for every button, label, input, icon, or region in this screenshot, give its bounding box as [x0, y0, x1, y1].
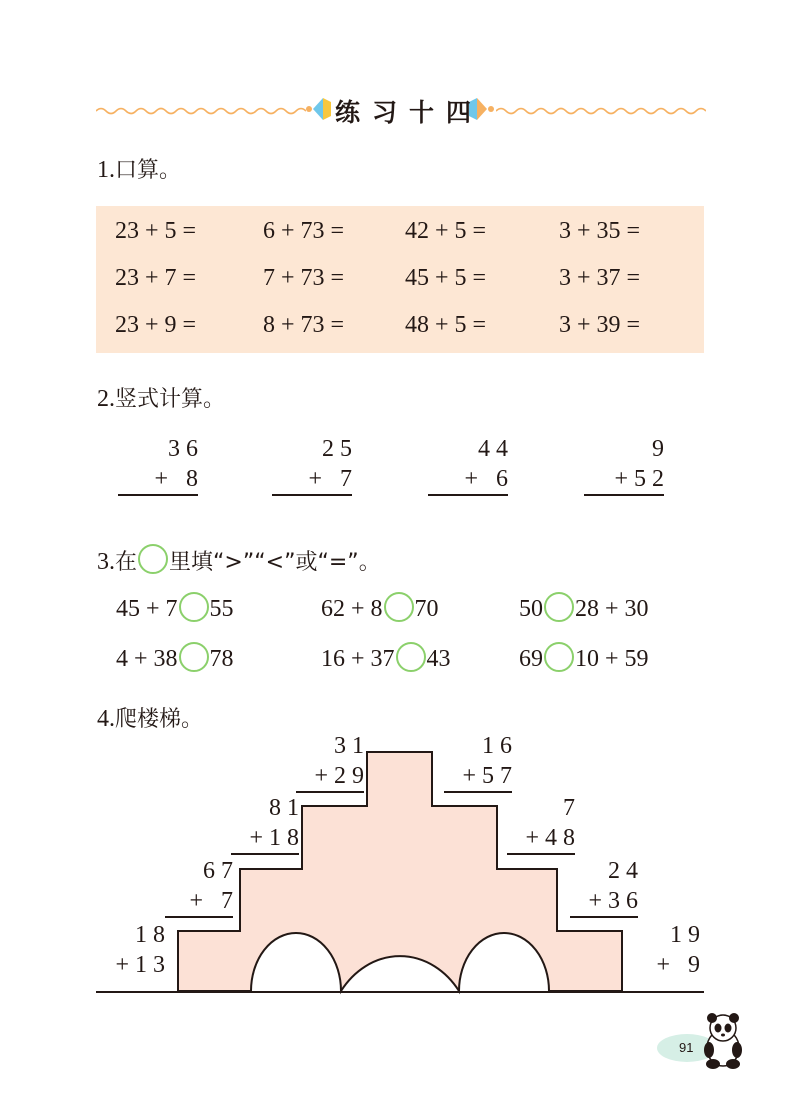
- section-4-heading: 4.爬楼梯。: [97, 706, 204, 732]
- stair-problem: [507, 793, 575, 853]
- sum-line: [296, 791, 364, 793]
- sum-line: [165, 916, 233, 918]
- comparison-left: 16 + 37: [321, 646, 395, 672]
- addend-top: 3 1: [334, 733, 364, 759]
- addend-bottom: + 6: [464, 466, 508, 492]
- oral-problem: 7 + 73 =: [263, 265, 345, 291]
- addend-top: 1 9: [670, 922, 700, 948]
- oral-problem: 3 + 35 =: [559, 218, 641, 244]
- section-3-heading: 3.在 里填“>”“<”或“=”。: [97, 544, 381, 576]
- stair-problem: [570, 856, 638, 916]
- stair-problem: [165, 856, 233, 916]
- comparison-right: 43: [426, 646, 451, 672]
- oral-problem: 3 + 37 =: [559, 265, 641, 291]
- oral-problem: 23 + 9 =: [115, 312, 197, 338]
- comparison-left: 62 + 8: [321, 596, 383, 622]
- stair-problem: [444, 731, 512, 791]
- addend-top: 1 6: [482, 733, 512, 759]
- comparison-left: 45 + 7: [116, 596, 178, 622]
- comparison-right: 28 + 30: [575, 596, 649, 622]
- oral-problem: 23 + 7 =: [115, 265, 197, 291]
- stair-problem: [296, 731, 364, 791]
- addend-bottom: + 7: [308, 466, 352, 492]
- stair-problem: [231, 793, 299, 853]
- comparison-right: 78: [209, 646, 234, 672]
- comparison-left: 4 + 38: [116, 646, 178, 672]
- oral-problem: 3 + 39 =: [559, 312, 641, 338]
- addend-bottom: + 9: [656, 952, 700, 978]
- section-1-heading: 1.口算。: [97, 157, 182, 183]
- addend-top: 3 6: [168, 436, 198, 462]
- addend-top: 7: [563, 795, 575, 821]
- sum-line: [231, 853, 299, 855]
- oral-problem: 42 + 5 =: [405, 218, 487, 244]
- oral-problem: 48 + 5 =: [405, 312, 487, 338]
- comparison-left: 69: [519, 646, 543, 672]
- sum-line: [444, 791, 512, 793]
- oral-problem: 45 + 5 =: [405, 265, 487, 291]
- section-2-heading: 2.竖式计算。: [97, 386, 226, 412]
- page-number: 91: [679, 1040, 694, 1055]
- stair-problem: [97, 920, 165, 980]
- addend-bottom: + 1 3: [115, 952, 165, 978]
- addend-top: 8 1: [269, 795, 299, 821]
- addend-bottom: + 7: [189, 888, 233, 914]
- comparison-right: 10 + 59: [575, 646, 649, 672]
- addend-top: 1 8: [135, 922, 165, 948]
- addend-bottom: + 4 8: [525, 825, 575, 851]
- addend-top: 4 4: [478, 436, 508, 462]
- oral-problem: 8 + 73 =: [263, 312, 345, 338]
- addend-bottom: + 3 6: [588, 888, 638, 914]
- addend-bottom: + 5 7: [462, 763, 512, 789]
- addend-top: 6 7: [203, 858, 233, 884]
- addend-bottom: + 1 8: [249, 825, 299, 851]
- stair-problem: [632, 920, 700, 980]
- panda-mascot-icon: [655, 1012, 745, 1070]
- addend-bottom: + 5 2: [614, 466, 664, 492]
- addend-bottom: + 8: [154, 466, 198, 492]
- addend-bottom: + 2 9: [314, 763, 364, 789]
- page-title: 练习十四: [335, 98, 484, 127]
- comparison-right: 55: [209, 596, 234, 622]
- sum-line: [507, 853, 575, 855]
- oral-problem: 23 + 5 =: [115, 218, 197, 244]
- comparison-right: 70: [414, 596, 439, 622]
- sum-line: [570, 916, 638, 918]
- comparison-left: 50: [519, 596, 543, 622]
- addend-top: 2 4: [608, 858, 638, 884]
- addend-top: 9: [652, 436, 664, 462]
- addend-top: 2 5: [322, 436, 352, 462]
- oral-problem: 6 + 73 =: [263, 218, 345, 244]
